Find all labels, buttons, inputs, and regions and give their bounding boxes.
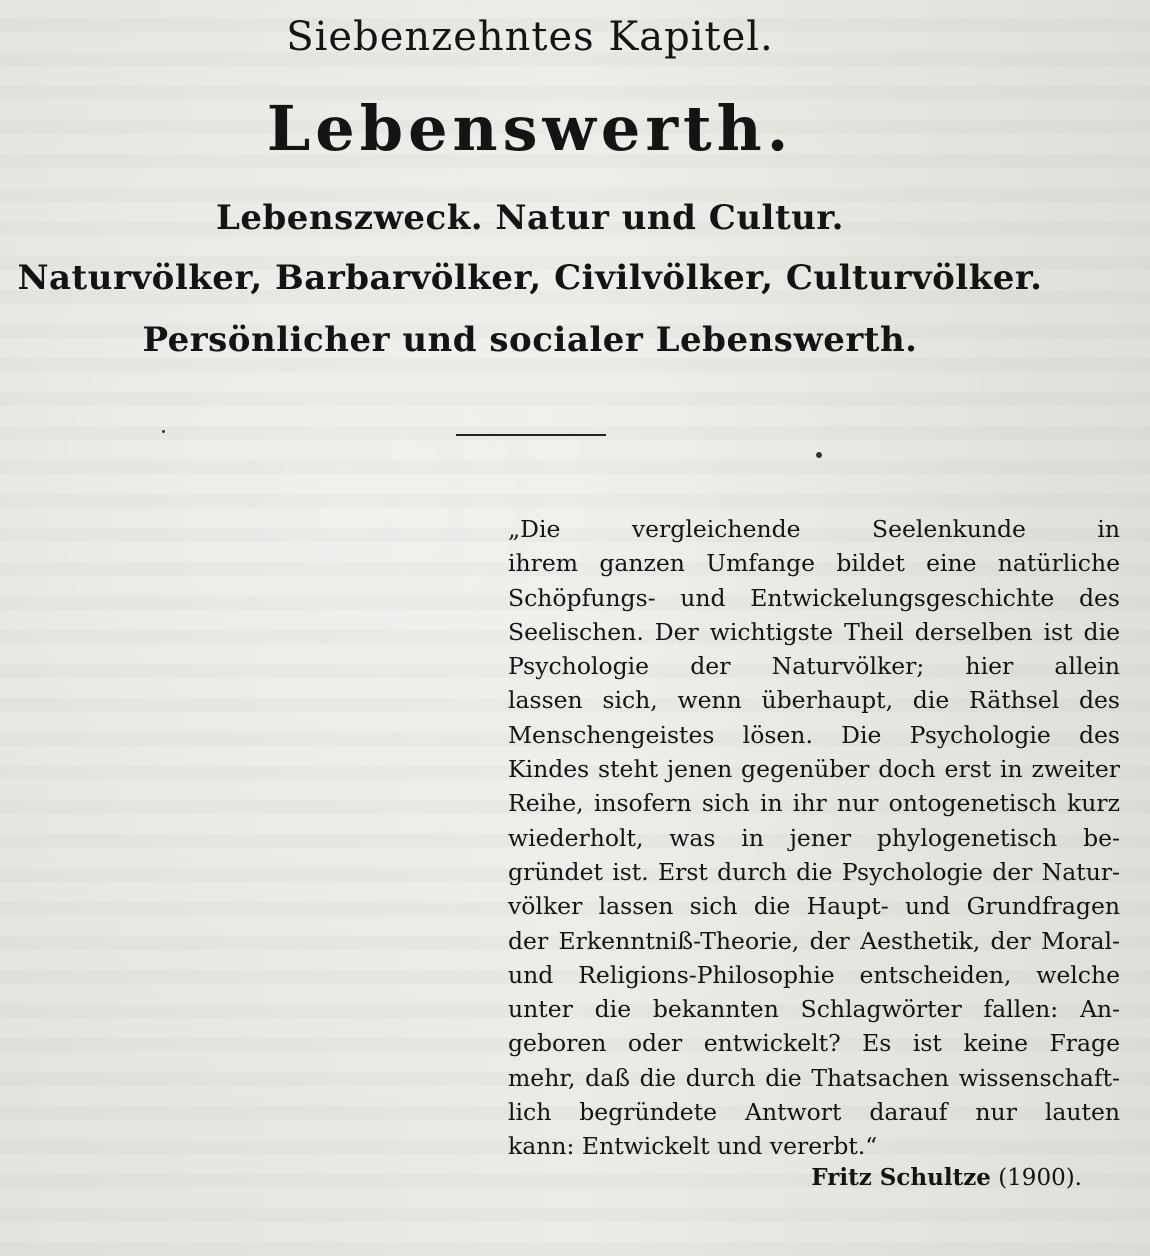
author-year: (1900).: [998, 1165, 1082, 1191]
quote-line: unter die bekannten Schlagwörter fallen: An-: [508, 995, 1120, 1024]
ink-speck: [816, 452, 822, 458]
quote-line: völker lassen sich die Haupt- und Grundfragen: [508, 892, 1120, 921]
quote-attribution: [0, 1164, 1082, 1191]
subtitle-line: Naturvölker, Barbarvölker, Civilvölker, Culturvölker.: [17, 258, 1043, 298]
quote-line: wiederholt, was in jener phylogenetisch be-: [508, 823, 1120, 852]
subtitle-line: Lebenszweck. Natur und Cultur.: [215, 198, 845, 238]
quote-line: mehr, daß die durch die Thatsachen wissenschaft-: [508, 1063, 1120, 1092]
ink-speck: [162, 430, 165, 433]
quote-line: lassen sich, wenn überhaupt, die Räthsel des: [508, 686, 1120, 715]
epigraph-quote: [508, 512, 1120, 1164]
subtitle-line: Persönlicher und socialer Lebenswerth.: [142, 320, 918, 360]
quote-line: Seelischen. Der wichtigste Theil derselben ist die: [508, 617, 1120, 646]
quote-line: Menschengeistes lösen. Die Psychologie des: [508, 720, 1120, 749]
quote-line: Kindes steht jenen gegenüber doch erst in zweiter: [508, 755, 1120, 784]
quote-line: Reihe, insofern sich in ihr nur ontogenetisch kurz: [508, 789, 1120, 818]
quote-line: geboren oder entwickelt? Es ist keine Frage: [508, 1029, 1120, 1058]
quote-line: Schöpfungs- und Entwickelungsgeschichte des: [508, 583, 1120, 612]
chapter-heading: Siebenzehntes Kapitel.: [286, 14, 774, 60]
quote-line: ihrem ganzen Umfange bildet eine natürliche: [508, 549, 1120, 578]
quote-line: „Die vergleichende Seelenkunde in: [508, 515, 1120, 543]
author-name: Fritz Schultze: [811, 1164, 991, 1191]
quote-line: und Religions-Philosophie entscheiden, welche: [508, 960, 1120, 989]
section-divider: [456, 434, 606, 436]
quote-line: der Erkenntniß-Theorie, der Aesthetik, der Moral-: [508, 926, 1120, 955]
chapter-title: Lebenswerth.: [266, 92, 794, 165]
quote-line: lich begründete Antwort darauf nur lauten: [508, 1098, 1120, 1127]
quote-line: gründet ist. Erst durch die Psychologie der Natur-: [508, 857, 1120, 886]
quote-line: kann: Entwickelt und vererbt.“: [508, 1132, 878, 1161]
quote-line: Psychologie der Naturvölker; hier allein: [508, 652, 1120, 681]
